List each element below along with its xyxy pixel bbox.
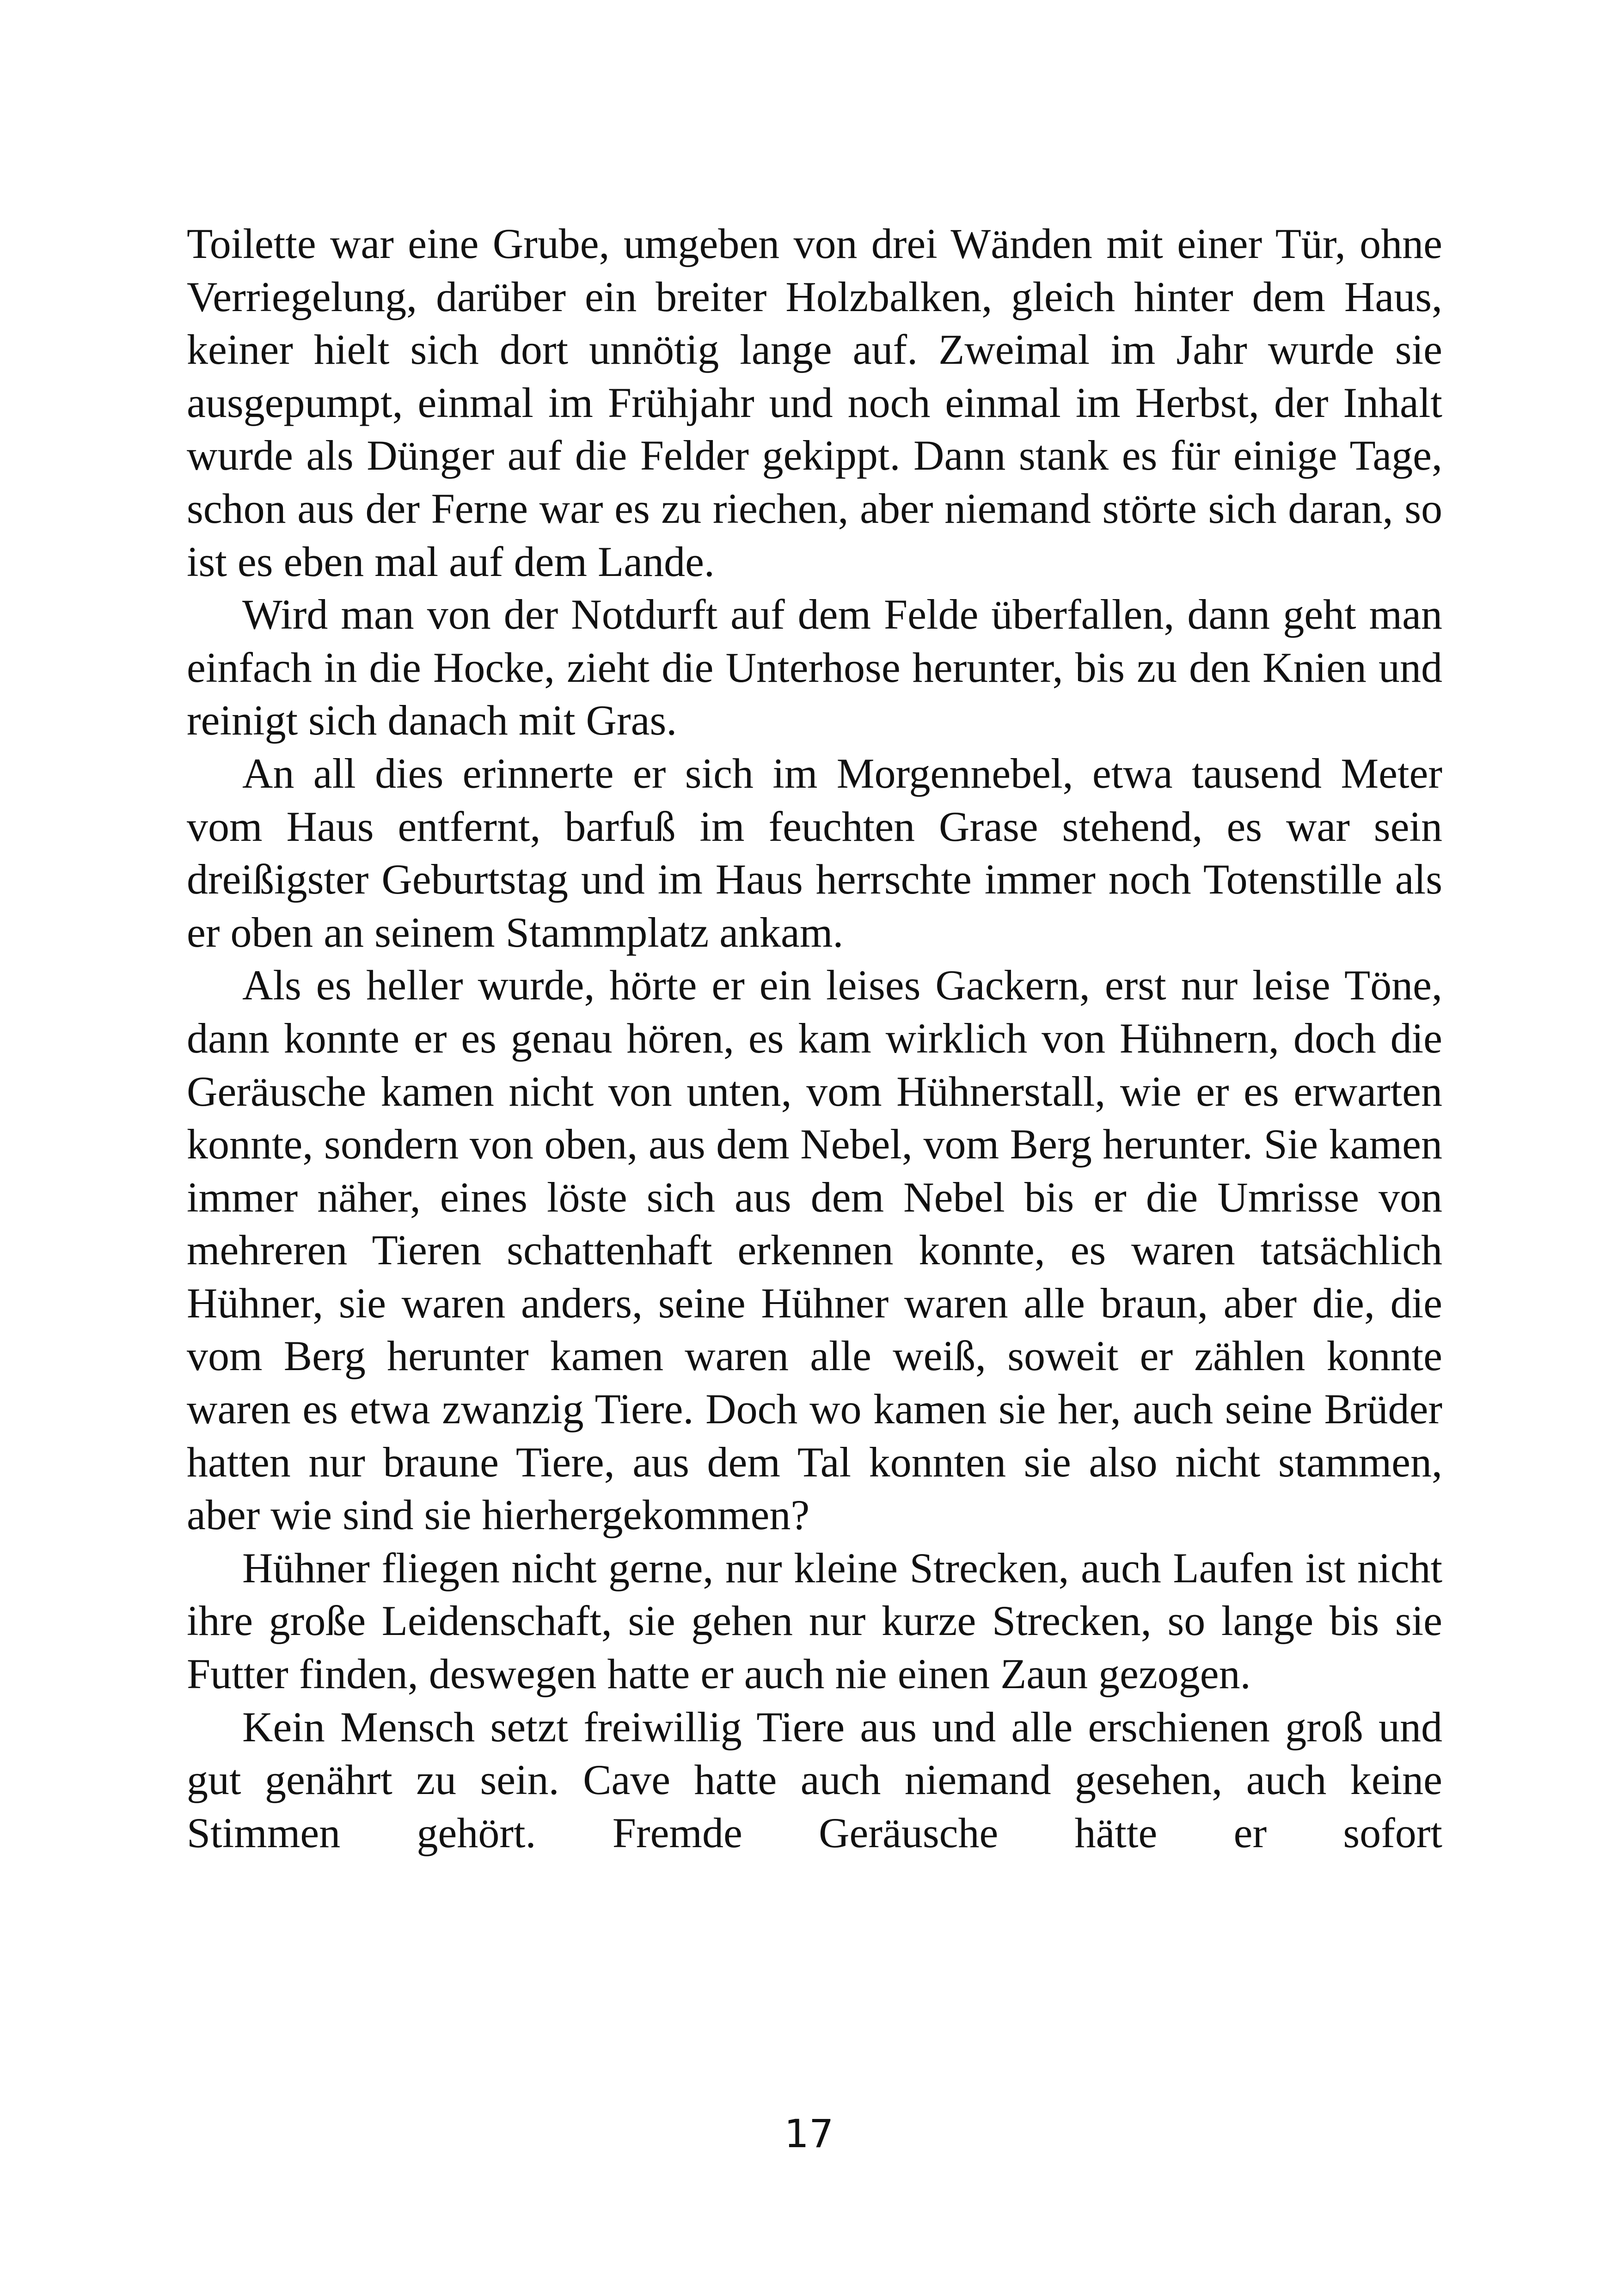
paragraph: Kein Mensch setzt freiwillig Tiere aus und alle erschienen groß und gut genährt zu sein. Cave hatte auch niemand gesehen, auch keine Stimmen gehört. Fremde Geräusche hätte er sofort <box>187 1703 1442 1856</box>
paragraph: An all dies erinnerte er sich im Morgennebel, etwa tausend Meter vom Haus entfernt, barfuß im feuchten Grase stehend, es war sein dreißigster Geburtstag und im Haus herrschte immer noch Totenstille als er oben an seinem Stammplatz ankam. <box>187 749 1442 956</box>
paragraph: Wird man von der Notdurft auf dem Felde überfallen, dann geht man einfach in die Hocke, zieht die Unterhose herunter, bis zu den Knien und reinigt sich danach mit Gras. <box>187 591 1442 744</box>
paragraph: Toilette war eine Grube, umgeben von drei Wänden mit einer Tür, ohne Verriegelung, darüber ein breiter Holzbalken, gleich hinter dem Haus, keiner hielt sich dort unnötig lange auf. Zweimal im Jahr wurde sie ausgepumpt, einmal im Frühjahr und noch einmal im Herbst, der Inhalt wurde als Dünger auf die Felder gekippt. Dann stank es für einige Tage, schon aus der Ferne war es zu riechen, aber niemand störte sich daran, so ist es eben mal auf dem Lande. <box>187 220 1442 585</box>
paragraph: Als es heller wurde, hörte er ein leises Gackern, erst nur leise Töne, dann konnte er es genau hören, es kam wirklich von Hühnern, doch die Geräusche kamen nicht von unten, vom Hühnerstall, wie er es erwarten konnte, sondern von oben, aus dem Nebel, vom Berg herunter. Sie kamen immer näher, eines löste sich aus dem Nebel bis er die Umrisse von mehreren Tieren schattenhaft erkennen konnte, es waren tatsächlich Hühner, sie waren anders, seine Hühner waren alle braun, aber die, die vom Berg herunter kamen waren alle weiß, soweit er zählen konnte waren es etwa zwanzig Tiere. Doch wo kamen sie her, auch seine Brüder hatten nur braune Tiere, aus dem Tal konnten sie also nicht stammen, aber wie sind sie hierhergekommen? <box>187 961 1442 1539</box>
paragraph: Hühner fliegen nicht gerne, nur kleine Strecken, auch Laufen ist nicht ihre große Leidenschaft, sie gehen nur kurze Strecken, so lange bis sie Futter finden, deswegen hatte er auch nie einen Zaun gezogen. <box>187 1544 1442 1698</box>
page-number: 17 <box>784 2111 834 2156</box>
body-text <box>187 217 1442 1859</box>
